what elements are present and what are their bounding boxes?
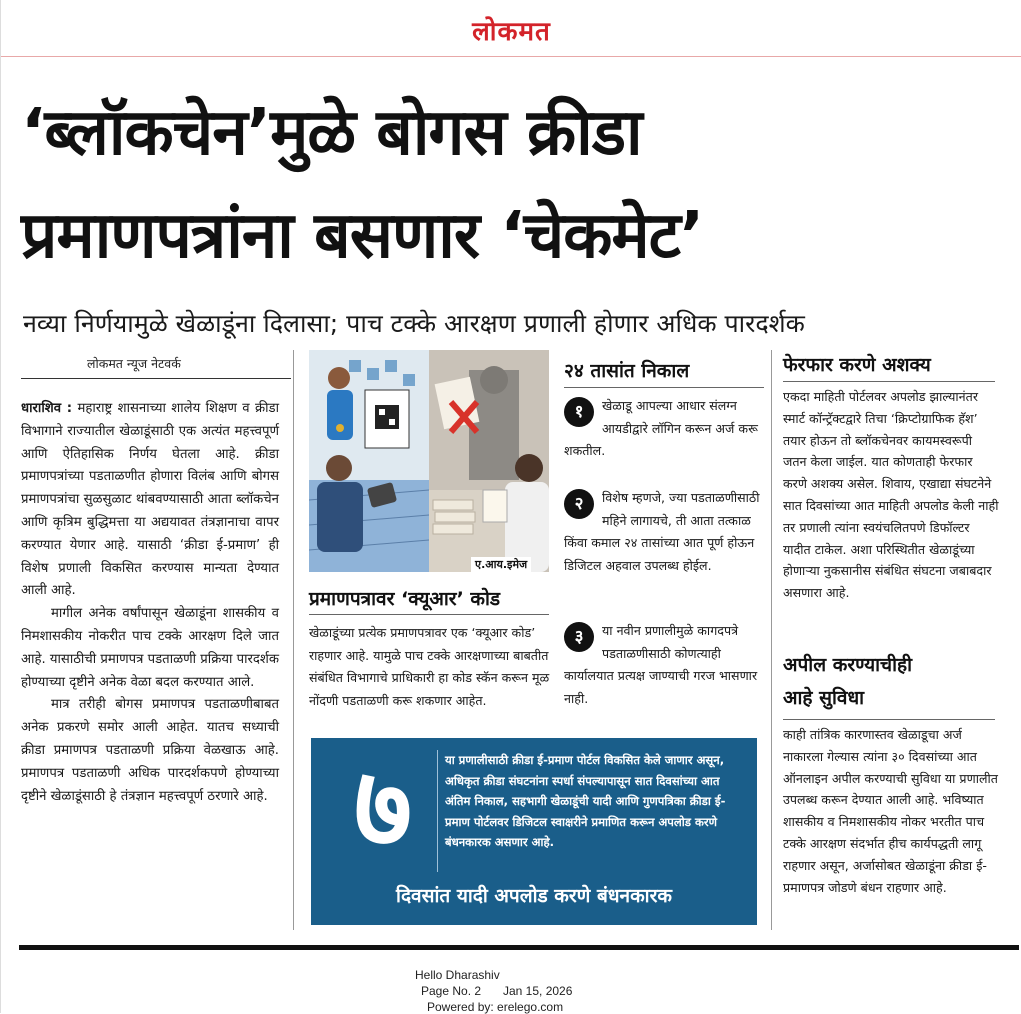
bottom-divider — [19, 945, 1019, 950]
info-box-footer: दिवसांत यादी अपलोड करणे बंधनकारक — [396, 885, 672, 907]
appeal-section-title-line-2: आहे सुविधा — [783, 687, 865, 709]
page-number: Page No. 2 — [421, 984, 482, 998]
byline: लोकमत न्यूज नेटवर्क — [87, 356, 181, 371]
headline-line-1: ‘ब्लॉकचेन’मुळे बोगस क्रीडा — [21, 96, 642, 170]
info-box — [311, 738, 757, 925]
numbered-point — [564, 487, 764, 577]
illustration-graphic — [309, 350, 549, 572]
subheadline: नव्या निर्णयामुळे खेळाडूंना दिलासा; पाच टक्के आरक्षण प्रणाली होणार अधिक पारदर्शक — [23, 309, 805, 338]
paragraph-text: महाराष्ट्र शासनाच्या शालेय शिक्षण व क्रीडा विभागाने राज्यातील खेळाडूंसाठी एक अत्यंत महत्त्वपूर्ण आणि ऐतिहासिक निर्णय घेतला आहे. क्रीडा प्रमाणपत्रांच्या पडताळणीत होणारा विलंब आणि बोगस प्रमाणपत्रांचा सुळसुळाट थांबवण्यासाठी आता ब्लॉकचेन आणि कृत्रिम बुद्धिमत्ता या अद्ययावत तंत्रज्ञानाचा वापर करण्यात येणार आहे. यासाठी ‘क्रीडा ई-प्रमाण’ ही विशेष प्रणाली विकसित करण्यास मान्यता देण्यात आली आहे. — [21, 401, 279, 599]
column-divider — [771, 350, 772, 930]
tamper-section-title: फेरफार करणे अशक्य — [783, 354, 931, 376]
result-section-title: २४ तासांत निकाल — [564, 360, 690, 382]
page-date: Jan 15, 2026 — [503, 984, 573, 998]
numbered-point — [564, 395, 764, 463]
appeal-section-body: काही तांत्रिक कारणास्तव खेळाडूचा अर्ज नाकारला गेल्यास त्यांना ३० दिवसांच्या आत ऑनलाइन अपील करण्याची सुविधा या प्रणालीत उपलब्ध करून देण्यात आली आहे. भविष्यात शासकीय व निमशासकीय नोकर भरतीत पाच टक्के आरक्षण संदर्भात हीच कार्यपद्धती लागू राहणार असून, अर्जासोबत खेळाडूंना क्रीडा ई-प्रमाणपत्र जोडणे बंधन राहणार आहे. — [783, 727, 998, 895]
column-divider — [293, 350, 294, 930]
appeal-section-title-line-1: अपील करण्याचीही — [783, 654, 913, 676]
paragraph — [21, 398, 279, 603]
edition-name: Hello Dharashiv — [415, 968, 500, 982]
info-box-divider — [437, 750, 438, 872]
point-text: खेळाडू आपल्या आधार संलग्न आयडीद्वारे लॉगिन करून अर्ज करू शकतील. — [564, 398, 758, 459]
paragraph: मागील अनेक वर्षांपासून खेळाडूंना शासकीय व निमशासकीय नोकरीत पाच टक्के आरक्षण दिले जात आहे. यासाठीची प्रमाणपत्र पडताळणी प्रक्रिया पारदर्शक होण्याच्या दृष्टीने अनेक वेळा बदल करण्यात आले. — [21, 606, 279, 690]
section-divider — [564, 387, 764, 388]
section-divider — [783, 381, 995, 382]
info-box-body: या प्रणालीसाठी क्रीडा ई-प्रमाण पोर्टल विकसित केले जाणार असून, अधिकृत क्रीडा संघटनांना स्पर्धा संपल्यापासून सात दिवसांच्या आत अंतिम निकाल, सहभागी खेळाडूंची यादी आणि गुणपत्रिका क्रीडा ई-प्रमाण पोर्टलवर डिजिटल स्वाक्षरीने प्रमाणित करून अपलोड करणे बंधनकारक असणार आहे. — [445, 753, 726, 849]
tamper-section-body: एकदा माहिती पोर्टलवर अपलोड झाल्यानंतर स्मार्ट कॉन्ट्रॅक्टद्वारे तिचा ‘क्रिप्टोग्राफिक हॅश’ तयार होऊन तो ब्लॉकचेनवर कायमस्वरूपी जतन केला जाईल. यात कोणताही फेरफार करणे अशक्य असेल. शिवाय, एखाद्या संघटनेने सात दिवसांच्या आत माहिती अपलोड केली नाही तर प्रणाली त्यांना स्वयंचलितपणे डिफॉल्टर यादीत टाकेल. अशा परिस्थितीत खेळाडूंच्या होणाऱ्या नुकसानीस संबंधित संघटना जबाबदार असणारा आहे. — [783, 389, 999, 601]
powered-by: Powered by: erelego.com — [427, 1000, 564, 1014]
point-number-badge: १ — [564, 397, 594, 427]
numbered-point — [564, 620, 764, 710]
byline-divider — [21, 378, 291, 379]
paragraph: मात्र तरीही बोगस प्रमाणपत्र पडताळणीबाबत अनेक प्रकरणे समोर आली आहेत. यातच सध्याची क्रीडा प्रमाणपत्र पडताळणी प्रक्रिया वेळखाऊ आहे. प्रमाणपत्र पडताळणी अधिक पारदर्शकपणे होण्याच्या दृष्टीने खेळाडूंसाठी हे तंत्रज्ञान महत्त्वपूर्ण ठरणारे आहे. — [21, 697, 279, 804]
masthead-divider — [1, 56, 1021, 57]
point-text: विशेष म्हणजे, ज्या पडताळणीसाठी महिने लागायचे, ती आता तत्काळ किंवा कमाल २४ तासांच्या आत पूर्ण होऊन डिजिटल अहवाल उपलब्ध होईल. — [564, 490, 760, 573]
image-credit: ए.आय.इमेज — [471, 557, 531, 572]
point-number-badge: ३ — [564, 622, 594, 652]
headline-line-2: प्रमाणपत्रांना बसणार ‘चेकमेट’ — [21, 199, 704, 273]
article-illustration — [309, 350, 549, 572]
point-text: या नवीन प्रणालीमुळे कागदपत्रे पडताळणीसाठी कोणत्याही कार्यालयात प्रत्यक्ष जाण्याची गरज भासणार नाही. — [564, 623, 758, 706]
qr-section-body: खेळाडूंच्या प्रत्येक प्रमाणपत्रावर एक ‘क्यूआर कोड’ राहणार आहे. यामुळे पाच टक्के आरक्षणाच्या बाबतीत संबंधित विभागाचे प्राधिकारी हा कोड स्कॅन करून मूळ नोंदणी पडताळणी करू शकणार आहेत. — [309, 625, 550, 708]
section-divider — [783, 719, 995, 720]
qr-section-title: प्रमाणपत्रावर ‘क्यूआर’ कोड — [309, 588, 501, 610]
section-divider — [309, 614, 549, 615]
info-box-number: ७ — [353, 742, 413, 873]
article-column-1 — [21, 398, 279, 808]
masthead-logo: लोकमत — [472, 17, 551, 47]
point-number-badge: २ — [564, 489, 594, 519]
dateline: धाराशिव : — [21, 401, 73, 416]
